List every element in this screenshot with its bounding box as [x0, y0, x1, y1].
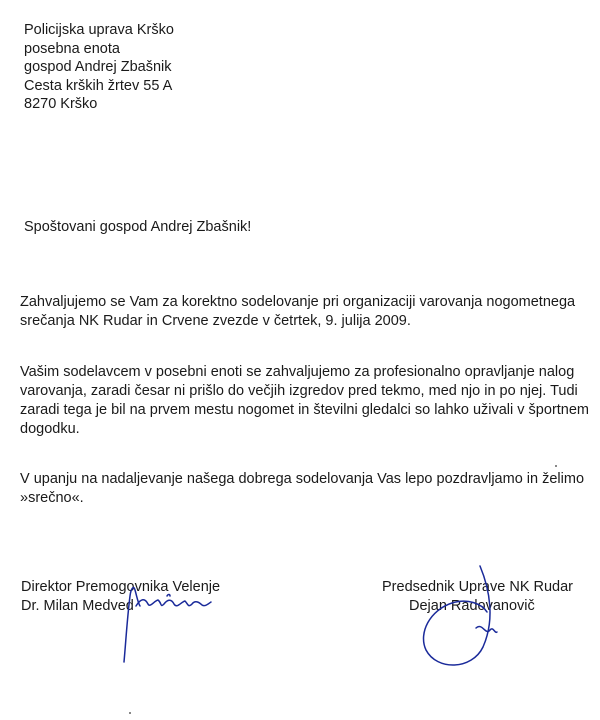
signatory-right-name: Dejan Radovanovič	[409, 597, 535, 614]
scan-speck	[555, 465, 557, 467]
body-paragraph-2: Vašim sodelavcem v posebni enoti se zahvaljujemo za profesionalno opravljanje nalog varovanja, zaradi česar ni prišlo do večjih izgredov pred tekmo, med njo in po njej. Tudi zaradi tega je bil na prvem mestu nogomet in številni gledalci so lahko uživali v športnem dogodku.	[20, 364, 590, 437]
recipient-organization: Policijska uprava Krško	[24, 22, 174, 38]
signature-block-right	[382, 578, 573, 615]
recipient-street: Cesta krških žrtev 55 A	[24, 77, 173, 94]
recipient-city: 8270 Krško	[24, 96, 98, 112]
scan-speck	[129, 712, 131, 714]
signature-block-left	[21, 578, 220, 615]
salutation: Spoštovani gospod Andrej Zbašnik!	[24, 219, 252, 235]
recipient-person: gospod Andrej Zbašnik	[24, 59, 172, 75]
signature-right-flourish	[476, 626, 497, 632]
signatory-left-title: Direktor Premogovnika Velenje	[21, 579, 221, 595]
signatory-right-title: Predsednik Uprave NK Rudar	[382, 579, 574, 595]
body-paragraph-1: Zahvaljujemo se Vam za korektno sodelovanje pri organizaciji varovanja nogometnega srečanja NK Rudar in Crvene zvezde v četrtek, 9. julija 2009.	[20, 294, 576, 329]
recipient-unit: posebna enota	[24, 40, 120, 57]
body-paragraph-3: V upanju na nadaljevanje našega dobrega sodelovanja Vas lepo pozdravljamo in želimo »srečno«.	[20, 471, 585, 506]
signatory-left-name: Dr. Milan Medved	[21, 597, 134, 614]
recipient-address-block	[24, 21, 174, 114]
